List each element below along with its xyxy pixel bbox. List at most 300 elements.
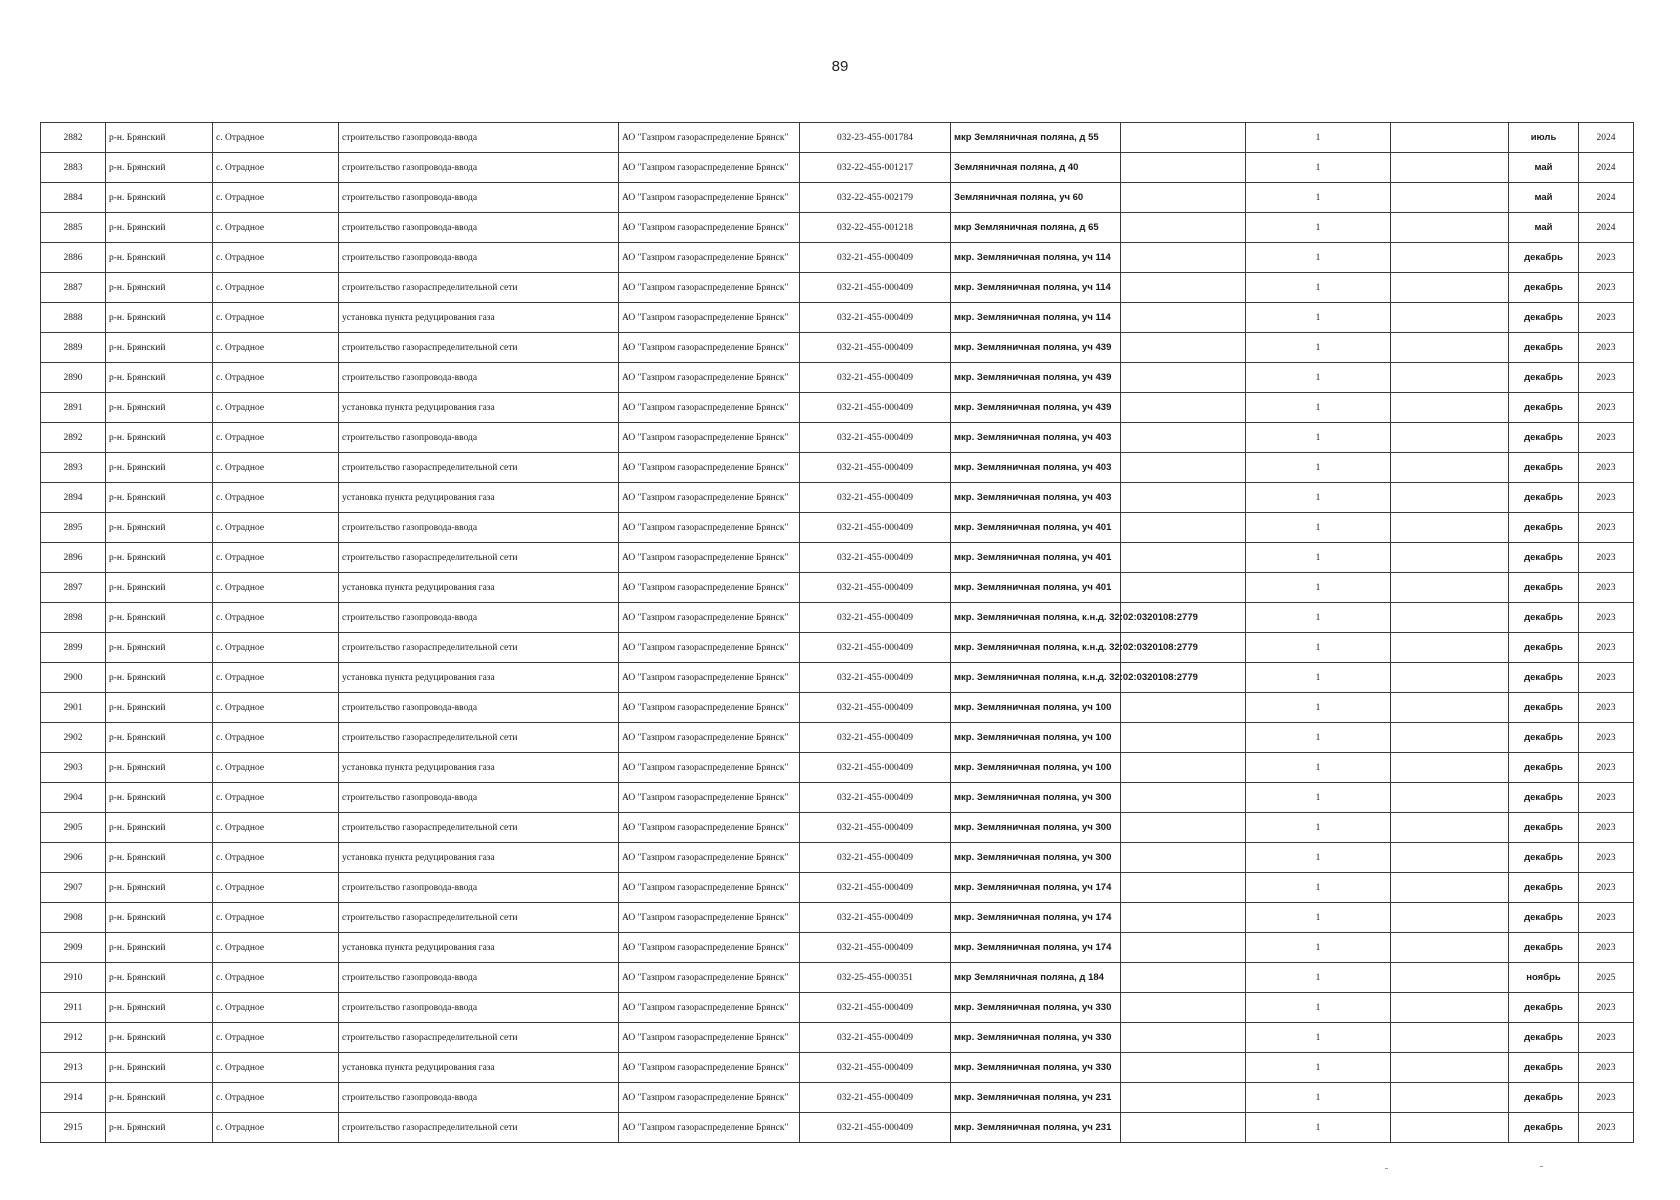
address-cell: мкр. Земляничная поляна, уч 300 xyxy=(951,843,1121,873)
empty-cell xyxy=(1121,1113,1246,1143)
month-cell: декабрь xyxy=(1509,273,1579,303)
month-cell: декабрь xyxy=(1509,1053,1579,1083)
year-cell: 2023 xyxy=(1579,1053,1634,1083)
year-cell: 2025 xyxy=(1579,963,1634,993)
year-cell: 2023 xyxy=(1579,663,1634,693)
count-cell: 1 xyxy=(1246,1113,1391,1143)
work-type-cell: строительство газораспределительной сети xyxy=(339,543,619,573)
organization-cell: АО "Газпром газораспределение Брянск" xyxy=(619,783,800,813)
work-type-cell: установка пункта редуцирования газа xyxy=(339,843,619,873)
work-type-cell: строительство газопровода-ввода xyxy=(339,243,619,273)
address-cell: мкр. Земляничная поляна, уч 114 xyxy=(951,303,1121,333)
count-cell: 1 xyxy=(1246,783,1391,813)
table-row xyxy=(41,453,1634,483)
address-cell: мкр. Земляничная поляна, уч 330 xyxy=(951,993,1121,1023)
year-cell: 2023 xyxy=(1579,543,1634,573)
row-number: 2898 xyxy=(41,603,106,633)
address-cell: мкр. Земляничная поляна, уч 174 xyxy=(951,873,1121,903)
district-cell: р-н. Брянский xyxy=(106,1083,213,1113)
empty-cell xyxy=(1121,123,1246,153)
work-type-cell: установка пункта редуцирования газа xyxy=(339,483,619,513)
month-cell: декабрь xyxy=(1509,873,1579,903)
year-cell: 2024 xyxy=(1579,123,1634,153)
registry-code-cell: 032-21-455-000409 xyxy=(800,813,951,843)
empty-cell xyxy=(1391,453,1509,483)
month-cell: декабрь xyxy=(1509,693,1579,723)
row-number: 2911 xyxy=(41,993,106,1023)
year-cell: 2023 xyxy=(1579,273,1634,303)
year-cell: 2023 xyxy=(1579,393,1634,423)
work-type-cell: строительство газораспределительной сети xyxy=(339,333,619,363)
empty-cell xyxy=(1391,813,1509,843)
district-cell: р-н. Брянский xyxy=(106,423,213,453)
row-number: 2913 xyxy=(41,1053,106,1083)
organization-cell: АО "Газпром газораспределение Брянск" xyxy=(619,723,800,753)
registry-code-cell: 032-23-455-001784 xyxy=(800,123,951,153)
empty-cell xyxy=(1391,693,1509,723)
village-cell: с. Отрадное xyxy=(213,213,339,243)
organization-cell: АО "Газпром газораспределение Брянск" xyxy=(619,573,800,603)
empty-cell xyxy=(1121,333,1246,363)
registry-code-cell: 032-21-455-000409 xyxy=(800,453,951,483)
count-cell: 1 xyxy=(1246,1083,1391,1113)
district-cell: р-н. Брянский xyxy=(106,183,213,213)
month-cell: декабрь xyxy=(1509,843,1579,873)
year-cell: 2023 xyxy=(1579,753,1634,783)
village-cell: с. Отрадное xyxy=(213,243,339,273)
address-cell: мкр. Земляничная поляна, уч 439 xyxy=(951,333,1121,363)
work-type-cell: строительство газопровода-ввода xyxy=(339,993,619,1023)
empty-cell xyxy=(1391,873,1509,903)
month-cell: декабрь xyxy=(1509,333,1579,363)
organization-cell: АО "Газпром газораспределение Брянск" xyxy=(619,513,800,543)
work-type-cell: строительство газопровода-ввода xyxy=(339,783,619,813)
village-cell: с. Отрадное xyxy=(213,183,339,213)
empty-cell xyxy=(1121,723,1246,753)
village-cell: с. Отрадное xyxy=(213,393,339,423)
address-cell: Земляничная поляна, уч 60 xyxy=(951,183,1121,213)
address-cell: мкр. Земляничная поляна, уч 231 xyxy=(951,1083,1121,1113)
row-number: 2899 xyxy=(41,633,106,663)
row-number: 2906 xyxy=(41,843,106,873)
row-number: 2882 xyxy=(41,123,106,153)
count-cell: 1 xyxy=(1246,273,1391,303)
village-cell: с. Отрадное xyxy=(213,483,339,513)
registry-code-cell: 032-21-455-000409 xyxy=(800,243,951,273)
table-row xyxy=(41,153,1634,183)
registry-code-cell: 032-21-455-000409 xyxy=(800,603,951,633)
work-type-cell: строительство газопровода-ввода xyxy=(339,603,619,633)
month-cell: декабрь xyxy=(1509,243,1579,273)
organization-cell: АО "Газпром газораспределение Брянск" xyxy=(619,963,800,993)
month-cell: июль xyxy=(1509,123,1579,153)
year-cell: 2023 xyxy=(1579,603,1634,633)
work-type-cell: строительство газораспределительной сети xyxy=(339,273,619,303)
month-cell: декабрь xyxy=(1509,933,1579,963)
organization-cell: АО "Газпром газораспределение Брянск" xyxy=(619,1023,800,1053)
organization-cell: АО "Газпром газораспределение Брянск" xyxy=(619,123,800,153)
table-row xyxy=(41,873,1634,903)
organization-cell: АО "Газпром газораспределение Брянск" xyxy=(619,903,800,933)
organization-cell: АО "Газпром газораспределение Брянск" xyxy=(619,453,800,483)
work-type-cell: строительство газопровода-ввода xyxy=(339,153,619,183)
empty-cell xyxy=(1391,933,1509,963)
organization-cell: АО "Газпром газораспределение Брянск" xyxy=(619,483,800,513)
village-cell: с. Отрадное xyxy=(213,423,339,453)
organization-cell: АО "Газпром газораспределение Брянск" xyxy=(619,663,800,693)
organization-cell: АО "Газпром газораспределение Брянск" xyxy=(619,243,800,273)
table-row xyxy=(41,573,1634,603)
village-cell: с. Отрадное xyxy=(213,663,339,693)
year-cell: 2023 xyxy=(1579,933,1634,963)
registry-code-cell: 032-21-455-000409 xyxy=(800,783,951,813)
village-cell: с. Отрадное xyxy=(213,273,339,303)
empty-cell xyxy=(1391,753,1509,783)
registry-code-cell: 032-21-455-000409 xyxy=(800,273,951,303)
work-type-cell: строительство газораспределительной сети xyxy=(339,453,619,483)
district-cell: р-н. Брянский xyxy=(106,333,213,363)
month-cell: декабрь xyxy=(1509,813,1579,843)
organization-cell: АО "Газпром газораспределение Брянск" xyxy=(619,183,800,213)
row-number: 2915 xyxy=(41,1113,106,1143)
row-number: 2896 xyxy=(41,543,106,573)
empty-cell xyxy=(1121,933,1246,963)
empty-cell xyxy=(1121,273,1246,303)
table-row xyxy=(41,1083,1634,1113)
month-cell: декабрь xyxy=(1509,573,1579,603)
row-number: 2901 xyxy=(41,693,106,723)
month-cell: декабрь xyxy=(1509,783,1579,813)
registry-code-cell: 032-21-455-000409 xyxy=(800,663,951,693)
village-cell: с. Отрадное xyxy=(213,333,339,363)
year-cell: 2023 xyxy=(1579,453,1634,483)
empty-cell xyxy=(1391,183,1509,213)
empty-cell xyxy=(1391,993,1509,1023)
village-cell: с. Отрадное xyxy=(213,753,339,783)
address-cell: мкр. Земляничная поляна, уч 439 xyxy=(951,363,1121,393)
empty-cell xyxy=(1391,393,1509,423)
empty-cell xyxy=(1391,1083,1509,1113)
address-cell: мкр. Земляничная поляна, уч 174 xyxy=(951,933,1121,963)
table-row xyxy=(41,273,1634,303)
village-cell: с. Отрадное xyxy=(213,933,339,963)
year-cell: 2023 xyxy=(1579,573,1634,603)
empty-cell xyxy=(1121,753,1246,783)
empty-cell xyxy=(1391,903,1509,933)
table-row xyxy=(41,903,1634,933)
organization-cell: АО "Газпром газораспределение Брянск" xyxy=(619,333,800,363)
month-cell: декабрь xyxy=(1509,753,1579,783)
month-cell: май xyxy=(1509,153,1579,183)
address-cell: мкр. Земляничная поляна, уч 403 xyxy=(951,483,1121,513)
address-cell: мкр Земляничная поляна, д 55 xyxy=(951,123,1121,153)
year-cell: 2024 xyxy=(1579,183,1634,213)
village-cell: с. Отрадное xyxy=(213,873,339,903)
row-number: 2904 xyxy=(41,783,106,813)
month-cell: декабрь xyxy=(1509,513,1579,543)
empty-cell xyxy=(1391,333,1509,363)
empty-cell xyxy=(1391,483,1509,513)
count-cell: 1 xyxy=(1246,573,1391,603)
district-cell: р-н. Брянский xyxy=(106,153,213,183)
row-number: 2883 xyxy=(41,153,106,183)
organization-cell: АО "Газпром газораспределение Брянск" xyxy=(619,933,800,963)
row-number: 2903 xyxy=(41,753,106,783)
district-cell: р-н. Брянский xyxy=(106,393,213,423)
village-cell: с. Отрадное xyxy=(213,963,339,993)
year-cell: 2023 xyxy=(1579,363,1634,393)
year-cell: 2023 xyxy=(1579,1083,1634,1113)
empty-cell xyxy=(1121,1023,1246,1053)
row-number: 2890 xyxy=(41,363,106,393)
district-cell: р-н. Брянский xyxy=(106,513,213,543)
row-number: 2886 xyxy=(41,243,106,273)
month-cell: декабрь xyxy=(1509,663,1579,693)
year-cell: 2023 xyxy=(1579,333,1634,363)
registry-code-cell: 032-21-455-000409 xyxy=(800,423,951,453)
empty-cell xyxy=(1121,393,1246,423)
scan-mark xyxy=(1540,1166,1543,1167)
count-cell: 1 xyxy=(1246,933,1391,963)
count-cell: 1 xyxy=(1246,513,1391,543)
empty-cell xyxy=(1121,813,1246,843)
table-row xyxy=(41,333,1634,363)
district-cell: р-н. Брянский xyxy=(106,843,213,873)
work-type-cell: строительство газопровода-ввода xyxy=(339,423,619,453)
table-row xyxy=(41,183,1634,213)
empty-cell xyxy=(1391,843,1509,873)
organization-cell: АО "Газпром газораспределение Брянск" xyxy=(619,753,800,783)
table-row xyxy=(41,813,1634,843)
count-cell: 1 xyxy=(1246,183,1391,213)
table-row xyxy=(41,993,1634,1023)
row-number: 2912 xyxy=(41,1023,106,1053)
registry-code-cell: 032-21-455-000409 xyxy=(800,573,951,603)
empty-cell xyxy=(1121,543,1246,573)
address-cell: мкр. Земляничная поляна, уч 100 xyxy=(951,693,1121,723)
row-number: 2891 xyxy=(41,393,106,423)
empty-cell xyxy=(1391,723,1509,753)
count-cell: 1 xyxy=(1246,813,1391,843)
count-cell: 1 xyxy=(1246,363,1391,393)
work-type-cell: установка пункта редуцирования газа xyxy=(339,663,619,693)
village-cell: с. Отрадное xyxy=(213,843,339,873)
organization-cell: АО "Газпром газораспределение Брянск" xyxy=(619,603,800,633)
village-cell: с. Отрадное xyxy=(213,153,339,183)
count-cell: 1 xyxy=(1246,333,1391,363)
work-type-cell: строительство газораспределительной сети xyxy=(339,1023,619,1053)
row-number: 2902 xyxy=(41,723,106,753)
month-cell: декабрь xyxy=(1509,423,1579,453)
year-cell: 2023 xyxy=(1579,303,1634,333)
month-cell: декабрь xyxy=(1509,483,1579,513)
count-cell: 1 xyxy=(1246,303,1391,333)
empty-cell xyxy=(1121,693,1246,723)
year-cell: 2023 xyxy=(1579,633,1634,663)
village-cell: с. Отрадное xyxy=(213,993,339,1023)
registry-table xyxy=(40,122,1634,1143)
count-cell: 1 xyxy=(1246,723,1391,753)
table-row xyxy=(41,393,1634,423)
table-row xyxy=(41,243,1634,273)
registry-code-cell: 032-21-455-000409 xyxy=(800,873,951,903)
month-cell: декабрь xyxy=(1509,993,1579,1023)
count-cell: 1 xyxy=(1246,903,1391,933)
district-cell: р-н. Брянский xyxy=(106,213,213,243)
organization-cell: АО "Газпром газораспределение Брянск" xyxy=(619,273,800,303)
district-cell: р-н. Брянский xyxy=(106,663,213,693)
district-cell: р-н. Брянский xyxy=(106,483,213,513)
month-cell: май xyxy=(1509,183,1579,213)
count-cell: 1 xyxy=(1246,963,1391,993)
address-cell: мкр. Земляничная поляна, уч 403 xyxy=(951,453,1121,483)
address-cell: мкр. Земляничная поляна, уч 300 xyxy=(951,813,1121,843)
address-cell: мкр. Земляничная поляна, уч 401 xyxy=(951,573,1121,603)
district-cell: р-н. Брянский xyxy=(106,693,213,723)
month-cell: декабрь xyxy=(1509,903,1579,933)
village-cell: с. Отрадное xyxy=(213,603,339,633)
district-cell: р-н. Брянский xyxy=(106,273,213,303)
district-cell: р-н. Брянский xyxy=(106,753,213,783)
empty-cell xyxy=(1121,183,1246,213)
count-cell: 1 xyxy=(1246,663,1391,693)
count-cell: 1 xyxy=(1246,633,1391,663)
count-cell: 1 xyxy=(1246,153,1391,183)
district-cell: р-н. Брянский xyxy=(106,303,213,333)
work-type-cell: строительство газораспределительной сети xyxy=(339,723,619,753)
row-number: 2910 xyxy=(41,963,106,993)
table-row xyxy=(41,363,1634,393)
registry-code-cell: 032-21-455-000409 xyxy=(800,843,951,873)
organization-cell: АО "Газпром газораспределение Брянск" xyxy=(619,633,800,663)
table-row xyxy=(41,123,1634,153)
year-cell: 2023 xyxy=(1579,813,1634,843)
village-cell: с. Отрадное xyxy=(213,453,339,483)
organization-cell: АО "Газпром газораспределение Брянск" xyxy=(619,153,800,183)
address-cell: мкр. Земляничная поляна, к.н.д. 32:02:0320108:2779 xyxy=(951,663,1121,693)
empty-cell xyxy=(1391,213,1509,243)
village-cell: с. Отрадное xyxy=(213,813,339,843)
work-type-cell: установка пункта редуцирования газа xyxy=(339,1053,619,1083)
village-cell: с. Отрадное xyxy=(213,1083,339,1113)
village-cell: с. Отрадное xyxy=(213,513,339,543)
empty-cell xyxy=(1391,153,1509,183)
registry-code-cell: 032-21-455-000409 xyxy=(800,1023,951,1053)
work-type-cell: строительство газопровода-ввода xyxy=(339,183,619,213)
organization-cell: АО "Газпром газораспределение Брянск" xyxy=(619,543,800,573)
village-cell: с. Отрадное xyxy=(213,633,339,663)
work-type-cell: строительство газопровода-ввода xyxy=(339,873,619,903)
row-number: 2900 xyxy=(41,663,106,693)
empty-cell xyxy=(1391,603,1509,633)
work-type-cell: строительство газопровода-ввода xyxy=(339,513,619,543)
row-number: 2885 xyxy=(41,213,106,243)
year-cell: 2023 xyxy=(1579,423,1634,453)
empty-cell xyxy=(1391,303,1509,333)
table-row xyxy=(41,303,1634,333)
district-cell: р-н. Брянский xyxy=(106,1113,213,1143)
organization-cell: АО "Газпром газораспределение Брянск" xyxy=(619,1053,800,1083)
table-row xyxy=(41,513,1634,543)
address-cell: мкр. Земляничная поляна, уч 330 xyxy=(951,1023,1121,1053)
month-cell: май xyxy=(1509,213,1579,243)
year-cell: 2023 xyxy=(1579,783,1634,813)
registry-code-cell: 032-21-455-000409 xyxy=(800,903,951,933)
month-cell: декабрь xyxy=(1509,723,1579,753)
month-cell: декабрь xyxy=(1509,1023,1579,1053)
count-cell: 1 xyxy=(1246,243,1391,273)
address-cell: мкр. Земляничная поляна, к.н.д. 32:02:0320108:2779 xyxy=(951,603,1121,633)
row-number: 2892 xyxy=(41,423,106,453)
month-cell: декабрь xyxy=(1509,453,1579,483)
table-row xyxy=(41,423,1634,453)
year-cell: 2023 xyxy=(1579,903,1634,933)
work-type-cell: строительство газораспределительной сети xyxy=(339,903,619,933)
registry-code-cell: 032-21-455-000409 xyxy=(800,333,951,363)
empty-cell xyxy=(1121,963,1246,993)
village-cell: с. Отрадное xyxy=(213,303,339,333)
count-cell: 1 xyxy=(1246,453,1391,483)
row-number: 2908 xyxy=(41,903,106,933)
empty-cell xyxy=(1391,1053,1509,1083)
work-type-cell: строительство газораспределительной сети xyxy=(339,633,619,663)
empty-cell xyxy=(1121,153,1246,183)
district-cell: р-н. Брянский xyxy=(106,903,213,933)
village-cell: с. Отрадное xyxy=(213,1113,339,1143)
row-number: 2909 xyxy=(41,933,106,963)
empty-cell xyxy=(1121,573,1246,603)
organization-cell: АО "Газпром газораспределение Брянск" xyxy=(619,363,800,393)
work-type-cell: установка пункта редуцирования газа xyxy=(339,303,619,333)
district-cell: р-н. Брянский xyxy=(106,1023,213,1053)
empty-cell xyxy=(1121,1053,1246,1083)
table-row xyxy=(41,963,1634,993)
month-cell: декабрь xyxy=(1509,303,1579,333)
work-type-cell: установка пункта редуцирования газа xyxy=(339,393,619,423)
year-cell: 2023 xyxy=(1579,993,1634,1023)
empty-cell xyxy=(1121,303,1246,333)
month-cell: декабрь xyxy=(1509,1083,1579,1113)
row-number: 2905 xyxy=(41,813,106,843)
registry-code-cell: 032-21-455-000409 xyxy=(800,693,951,723)
count-cell: 1 xyxy=(1246,123,1391,153)
month-cell: декабрь xyxy=(1509,603,1579,633)
row-number: 2907 xyxy=(41,873,106,903)
registry-code-cell: 032-21-455-000409 xyxy=(800,933,951,963)
district-cell: р-н. Брянский xyxy=(106,993,213,1023)
month-cell: декабрь xyxy=(1509,1113,1579,1143)
empty-cell xyxy=(1121,483,1246,513)
village-cell: с. Отрадное xyxy=(213,363,339,393)
registry-code-cell: 032-22-455-002179 xyxy=(800,183,951,213)
month-cell: декабрь xyxy=(1509,543,1579,573)
registry-code-cell: 032-22-455-001217 xyxy=(800,153,951,183)
year-cell: 2023 xyxy=(1579,513,1634,543)
table-row xyxy=(41,783,1634,813)
row-number: 2914 xyxy=(41,1083,106,1113)
year-cell: 2023 xyxy=(1579,1113,1634,1143)
organization-cell: АО "Газпром газораспределение Брянск" xyxy=(619,693,800,723)
registry-code-cell: 032-21-455-000409 xyxy=(800,1113,951,1143)
empty-cell xyxy=(1121,213,1246,243)
organization-cell: АО "Газпром газораспределение Брянск" xyxy=(619,423,800,453)
address-cell: мкр. Земляничная поляна, уч 100 xyxy=(951,723,1121,753)
empty-cell xyxy=(1391,633,1509,663)
registry-code-cell: 032-21-455-000409 xyxy=(800,363,951,393)
work-type-cell: строительство газопровода-ввода xyxy=(339,693,619,723)
year-cell: 2023 xyxy=(1579,843,1634,873)
row-number: 2888 xyxy=(41,303,106,333)
